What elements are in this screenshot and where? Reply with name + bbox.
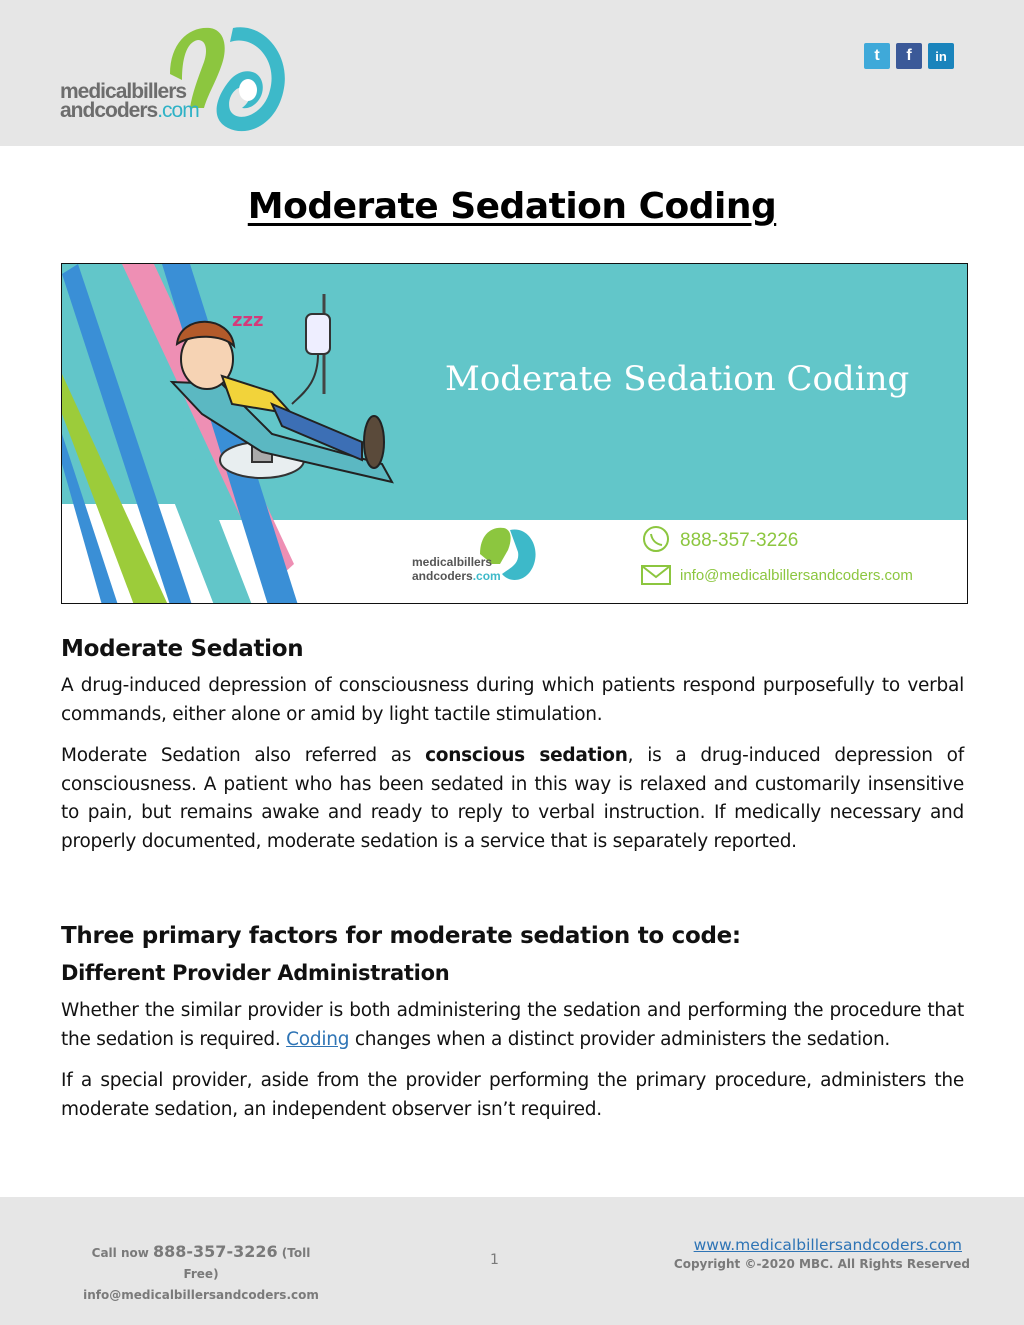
- banner-email: info@medicalbillersandcoders.com: [680, 567, 913, 584]
- paragraph-text: Whether the similar provider is both administering the sedation and performing the procedure that the sedation is required.: [61, 1000, 964, 1050]
- paragraph-text: changes when a distinct provider administers the sedation.: [349, 1028, 891, 1050]
- logo-wordmark: [60, 82, 199, 120]
- banner-logo-line-1: medicalbillers: [412, 555, 493, 569]
- page-number: 1: [490, 1252, 499, 1268]
- banner-image: [61, 263, 968, 604]
- twitter-icon[interactable]: t: [864, 43, 890, 69]
- page-header: [0, 0, 1024, 146]
- logo-line-2: andcoders: [60, 99, 158, 122]
- website-link[interactable]: www.medicalbillersandcoders.com: [693, 1236, 962, 1254]
- paragraph-definition: A drug-induced depression of consciousness during which patients respond purposefully to verbal commands, either alone or amid by light tactile stimulation.: [61, 675, 964, 725]
- banner-heading: Moderate Sedation Coding: [445, 359, 910, 399]
- sleep-text: zzz: [232, 310, 264, 331]
- bold-term: conscious sedation: [425, 745, 628, 767]
- footer-email[interactable]: info@medicalbillersandcoders.com: [83, 1288, 319, 1302]
- section-moderate-sedation: [61, 636, 964, 857]
- toll-free-label: (Toll Free): [183, 1246, 311, 1281]
- footer-phone[interactable]: 888-357-3226: [153, 1242, 278, 1261]
- paragraph-text: , is a drug-induced depression of consciousness. A patient who has been sedated in this way is relaxed and customarily insensitive to pain, but remains awake and ready to reply to verbal instruction. If medically necessary and properly documented, moderate sedation is a service that is separately reported.: [61, 745, 964, 852]
- section-heading: Three primary factors for moderate sedation to code:: [61, 923, 741, 949]
- paragraph-text: Moderate Sedation also referred as: [61, 745, 426, 767]
- footer-site: [674, 1236, 970, 1271]
- banner-logo-line-2: andcoders.com: [412, 569, 501, 583]
- page-footer: [0, 1197, 1024, 1325]
- logo-line-1: medicalbillers: [60, 80, 187, 103]
- company-logo[interactable]: [58, 24, 298, 136]
- footer-contact: [80, 1241, 322, 1306]
- section-primary-factors: [61, 923, 964, 1124]
- social-links: [864, 43, 954, 69]
- coding-link[interactable]: Coding: [286, 1028, 350, 1050]
- section-heading: Moderate Sedation: [61, 636, 304, 662]
- linkedin-icon[interactable]: in: [928, 43, 954, 69]
- banner-phone: 888-357-3226: [680, 530, 799, 551]
- banner-illustration: [62, 264, 968, 604]
- subsection-heading: Different Provider Administration: [61, 961, 450, 985]
- paragraph-provider: [61, 997, 964, 1054]
- page-title: Moderate Sedation Coding: [247, 186, 777, 227]
- copyright: Copyright ©-2020 MBC. All Rights Reserved: [673, 1257, 970, 1271]
- call-label: Call now: [91, 1246, 153, 1260]
- facebook-icon[interactable]: f: [896, 43, 922, 69]
- paragraph-conscious-sedation: [61, 742, 964, 856]
- paragraph-observer: If a special provider, aside from the provider performing the primary procedure, administers the moderate sedation, an independent observer isn’t required.: [61, 1070, 964, 1120]
- logo-suffix: .com: [157, 99, 199, 122]
